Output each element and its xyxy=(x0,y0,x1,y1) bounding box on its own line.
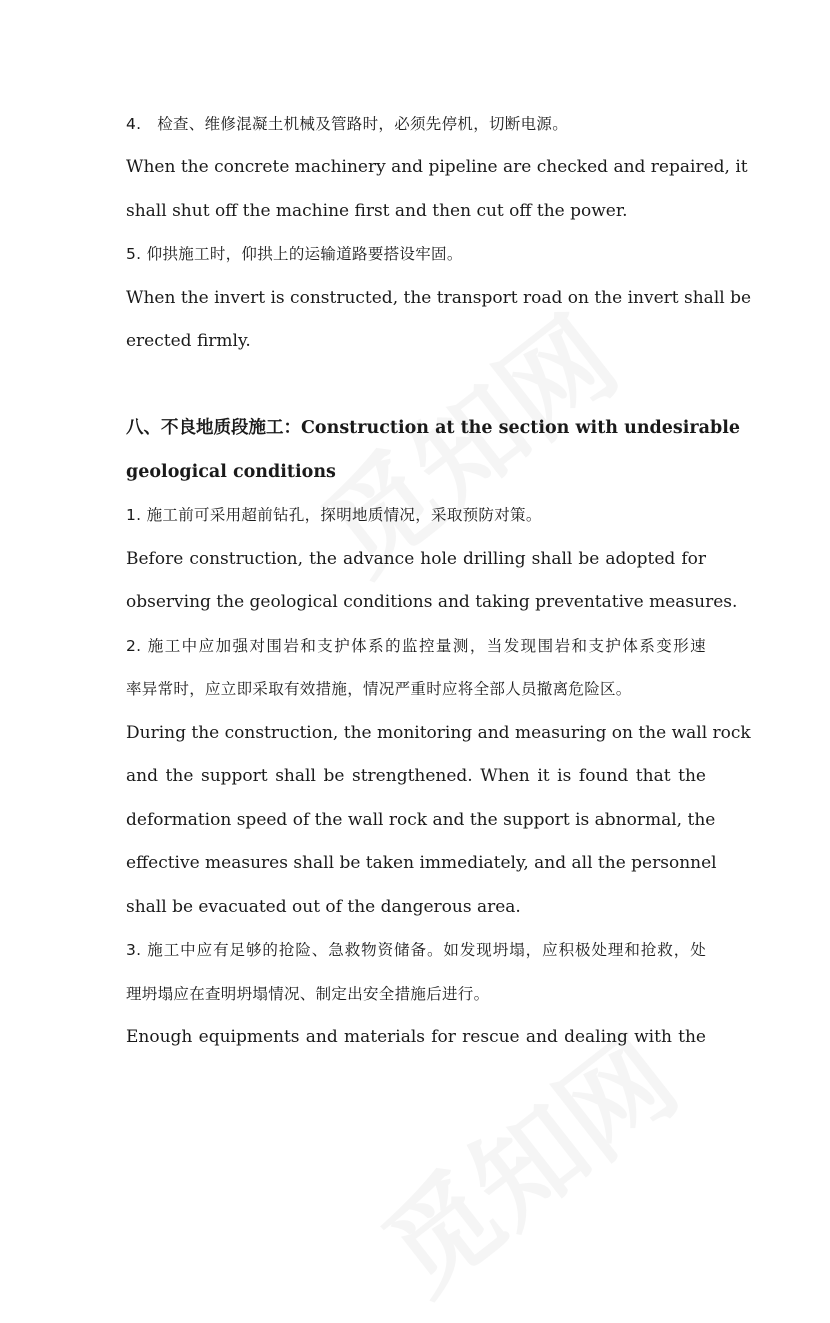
paragraph-line: During the construction, the monitoring and measuring on the wall rock xyxy=(126,723,751,743)
paragraph-line: and the support shall be strengthened. When it is found that the xyxy=(126,766,706,786)
paragraph-line: deformation speed of the wall rock and the support is abnormal, the xyxy=(126,810,716,830)
paragraph-line: Enough equipments and materials for rescue and dealing with the xyxy=(126,1027,706,1047)
paragraph-line: Before construction, the advance hole drilling shall be adopted for xyxy=(126,549,706,569)
section-heading: 八、不良地质段施工：Construction at the section with undesirable xyxy=(126,418,740,438)
paragraph-line: 3. 施工中应有足够的抢险、急救物资储备。如发现坍塌，应积极处理和抢救，处 xyxy=(126,941,706,959)
paragraph-line: 理坍塌应在查明坍塌情况、制定出安全措施后进行。 xyxy=(126,985,490,1003)
paragraph-line: effective measures shall be taken immediately, and all the personnel xyxy=(126,853,717,873)
paragraph-line: shall be evacuated out of the dangerous area. xyxy=(126,897,521,917)
paragraph-line: 4. 检查、维修混凝土机械及管路时，必须先停机，切断电源。 xyxy=(126,115,568,133)
section-heading: geological conditions xyxy=(126,462,336,482)
paragraph-line: When the concrete machinery and pipeline are checked and repaired, it xyxy=(126,157,748,177)
paragraph-line: 5. 仰拱施工时，仰拱上的运输道路要搭设牢固。 xyxy=(126,245,463,263)
paragraph-line: 率异常时，应立即采取有效措施，情况严重时应将全部人员撤离危险区。 xyxy=(126,680,632,698)
paragraph-line: observing the geological conditions and taking preventative measures. xyxy=(126,592,738,612)
paragraph-line: 2. 施工中应加强对围岩和支护体系的监控量测，当发现围岩和支护体系变形速 xyxy=(126,637,706,655)
paragraph-line: When the invert is constructed, the transport road on the invert shall be xyxy=(126,288,752,308)
paragraph-line: shall shut off the machine first and then cut off the power. xyxy=(126,201,628,221)
paragraph-line: 1. 施工前可采用超前钻孔，探明地质情况，采取预防对策。 xyxy=(126,506,542,524)
paragraph-line: erected firmly. xyxy=(126,331,251,351)
